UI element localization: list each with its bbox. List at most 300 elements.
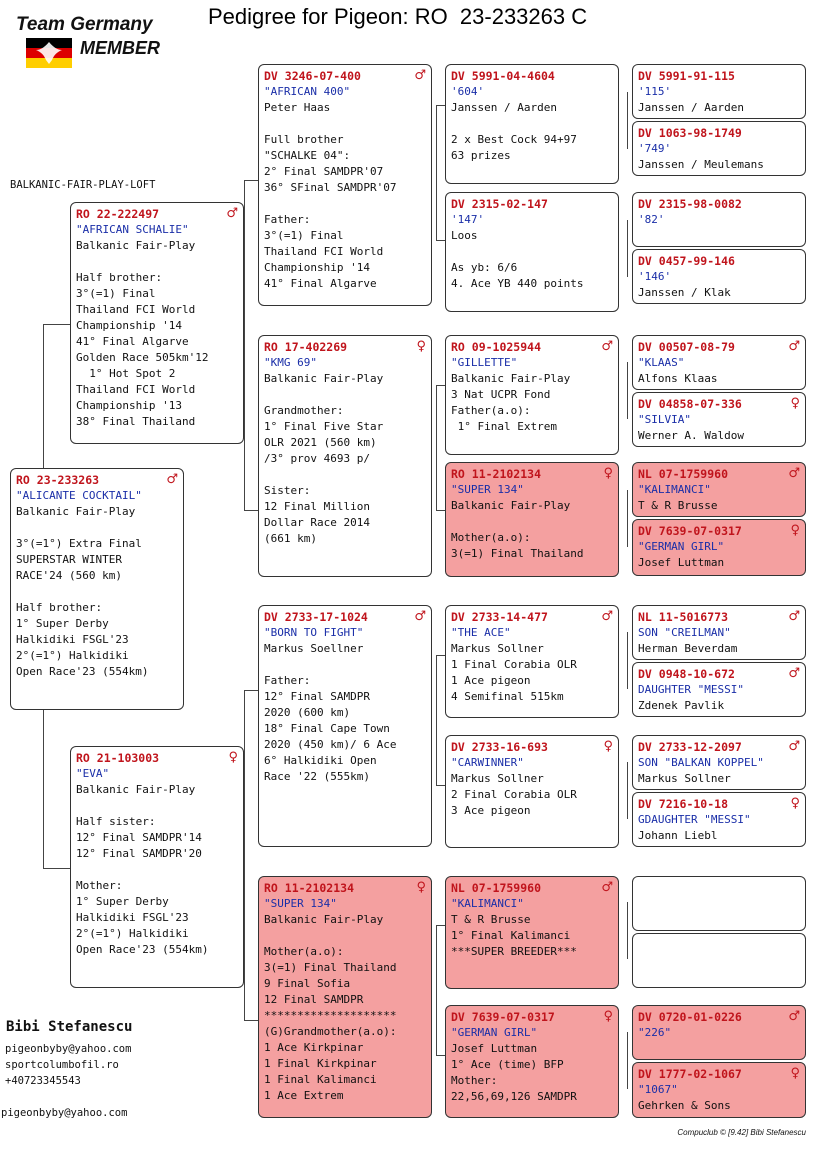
pigeon-info-line: 1° Super Derby bbox=[76, 895, 169, 908]
pigeon-info-line: Balkanic Fair-Play bbox=[76, 783, 196, 796]
pigeon-info-line: 3°(=1) Final bbox=[76, 287, 156, 300]
connector bbox=[244, 1020, 258, 1021]
pigeon-info-line: Open Race'23 (554km) bbox=[16, 665, 149, 678]
pigeon-name: "SILVIA" bbox=[638, 413, 691, 426]
pigeon-info-line: Janssen / Klak bbox=[638, 286, 731, 299]
pigeon-card-mfm[interactable] bbox=[445, 735, 619, 848]
pigeon-info-line bbox=[451, 244, 613, 260]
ring-number: DV 5991-04-4604 bbox=[451, 69, 555, 83]
pigeon-info-line bbox=[451, 116, 613, 132]
pigeon-info-line: Halkidiki FSGL'23 bbox=[16, 633, 129, 646]
loft-name: BALKANIC-FAIR-PLAY-LOFT bbox=[10, 179, 156, 191]
ring-header bbox=[451, 609, 613, 625]
pigeon-name: "GILLETTE" bbox=[451, 356, 518, 369]
pigeon-name: "BORN TO FIGHT" bbox=[264, 626, 364, 639]
female-symbol-icon: ♀ bbox=[790, 396, 800, 411]
pigeon-info-line: Janssen / Aarden bbox=[451, 101, 557, 114]
pigeon-info-line: 1° Hot Spot 2 bbox=[76, 367, 176, 380]
pigeon-name: "ALICANTE COCKTAIL" bbox=[16, 489, 142, 502]
pigeon-info-line: 4 Semifinal 515km bbox=[451, 690, 564, 703]
breeder-email-secondary[interactable]: pigeonbyby@yahoo.com bbox=[1, 1107, 128, 1119]
male-symbol-icon: ♂ bbox=[788, 739, 800, 754]
ring-header bbox=[638, 68, 800, 84]
pigeon-name: GDAUGHTER "MESSI" bbox=[638, 813, 751, 826]
pigeon-card-g13[interactable] bbox=[632, 876, 806, 931]
female-symbol-icon: ♀ bbox=[416, 880, 426, 895]
pigeon-info-line: 12° Final SAMDPR bbox=[264, 690, 370, 703]
page-title: Pedigree for Pigeon: RO 23-233263 C bbox=[208, 4, 588, 29]
pigeon-info-line: Peter Haas bbox=[264, 101, 331, 114]
pigeon-info-line: 3 Ace pigeon bbox=[451, 804, 531, 817]
pigeon-info-line: 1° Ace (time) BFP bbox=[451, 1058, 564, 1071]
connector bbox=[436, 105, 445, 106]
connector bbox=[627, 762, 628, 819]
pigeon-info-line bbox=[76, 862, 238, 878]
pigeon-info-line: Dollar Race 2014 bbox=[264, 516, 370, 529]
pigeon-info-line bbox=[451, 514, 613, 530]
pigeon-card-g11[interactable] bbox=[632, 735, 806, 790]
male-symbol-icon: ♂ bbox=[601, 339, 613, 354]
pigeon-info-line: 1° Super Derby bbox=[16, 617, 109, 630]
pigeon-name: '115' bbox=[638, 85, 672, 98]
pigeon-info-line bbox=[264, 467, 426, 483]
ring-header bbox=[451, 196, 613, 212]
ring-header bbox=[638, 523, 800, 539]
pigeon-info-line: Halkidiki FSGL'23 bbox=[76, 911, 189, 924]
pigeon-info-line: /3° prov 4693 p/ bbox=[264, 452, 370, 465]
pigeon-card-g3[interactable] bbox=[632, 192, 806, 247]
connector bbox=[436, 510, 445, 511]
pigeon-name: "KALIMANCI" bbox=[638, 483, 711, 496]
connector bbox=[436, 240, 445, 241]
male-symbol-icon: ♂ bbox=[788, 466, 800, 481]
pigeon-card-mother[interactable] bbox=[70, 746, 244, 988]
ring-header bbox=[638, 666, 800, 682]
ring-number: DV 00507-08-79 bbox=[638, 340, 735, 354]
pigeon-info-line: Championship '14 bbox=[76, 319, 182, 332]
pigeon-name: "1067" bbox=[638, 1083, 678, 1096]
pigeon-info-line: Balkanic Fair-Play bbox=[451, 499, 571, 512]
pigeon-info-line: 41° Final Algarve bbox=[76, 335, 189, 348]
ring-header bbox=[638, 1009, 800, 1025]
pigeon-name: "GERMAN GIRL" bbox=[638, 540, 725, 553]
pigeon-info-line: 3°(=1°) Extra Final bbox=[16, 537, 142, 550]
pigeon-info-line: Full brother bbox=[264, 133, 344, 146]
pigeon-info-line: Mother(a.o): bbox=[451, 531, 531, 544]
connector bbox=[436, 105, 437, 240]
pigeon-card-g5[interactable] bbox=[632, 335, 806, 390]
connector bbox=[627, 362, 628, 419]
pigeon-card-g14[interactable] bbox=[632, 933, 806, 988]
pigeon-info-line: 3(=1) Final Thailand bbox=[451, 547, 584, 560]
pigeon-info-line: T & R Brusse bbox=[638, 499, 718, 512]
pigeon-info-line bbox=[16, 584, 178, 600]
female-symbol-icon: ♀ bbox=[603, 466, 613, 481]
pigeon-info-line: 1 Final Kirkpinar bbox=[264, 1057, 377, 1070]
pigeon-info-line: Father(a.o): bbox=[451, 404, 531, 417]
connector bbox=[43, 868, 71, 869]
pigeon-name: '604' bbox=[451, 85, 485, 98]
ring-header bbox=[638, 1066, 800, 1082]
pigeon-info-line: 1 Ace Kirkpinar bbox=[264, 1041, 364, 1054]
pigeon-info-line: T & R Brusse bbox=[451, 913, 531, 926]
ring-header bbox=[451, 880, 613, 896]
pigeon-info-line: Josef Luttman bbox=[638, 556, 725, 569]
connector bbox=[244, 690, 258, 691]
ring-header bbox=[638, 339, 800, 355]
pigeon-info-line: Markus Sollner bbox=[451, 772, 544, 785]
ring-header bbox=[638, 466, 800, 482]
pigeon-card-g6[interactable] bbox=[632, 392, 806, 447]
pigeon-info-line: Half brother: bbox=[76, 271, 163, 284]
pigeon-info-line: 12 Final SAMDPR bbox=[264, 993, 364, 1006]
pigeon-card-g2[interactable] bbox=[632, 121, 806, 176]
ring-number: DV 1777-02-1067 bbox=[638, 1067, 742, 1081]
ring-header bbox=[264, 339, 426, 355]
male-symbol-icon: ♂ bbox=[414, 68, 426, 83]
pigeon-name: "AFRICAN SCHALIE" bbox=[76, 223, 189, 236]
pigeon-info-line: Half sister: bbox=[76, 815, 156, 828]
connector bbox=[436, 385, 445, 386]
pigeon-card-mff[interactable] bbox=[445, 605, 619, 718]
female-symbol-icon: ♀ bbox=[790, 796, 800, 811]
ring-number: DV 2315-02-147 bbox=[451, 197, 548, 211]
pigeon-info-line: Championship '14 bbox=[264, 261, 370, 274]
pigeon-name: "SUPER 134" bbox=[264, 897, 337, 910]
pigeon-name: DAUGHTER "MESSI" bbox=[638, 683, 744, 696]
ring-number: DV 2733-12-2097 bbox=[638, 740, 742, 754]
pigeon-info-line bbox=[264, 196, 426, 212]
pigeon-info-line: 12° Final SAMDPR'20 bbox=[76, 847, 202, 860]
pigeon-card-mm[interactable] bbox=[258, 876, 432, 1118]
male-symbol-icon: ♂ bbox=[788, 666, 800, 681]
pigeon-name: "AFRICAN 400" bbox=[264, 85, 351, 98]
pigeon-card-ff[interactable] bbox=[258, 64, 432, 306]
pigeon-info-line: Father: bbox=[264, 674, 311, 687]
ring-header bbox=[638, 796, 800, 812]
pigeon-card-mf[interactable] bbox=[258, 605, 432, 847]
ring-number: DV 0457-99-146 bbox=[638, 254, 735, 268]
pigeon-info-line: 22,56,69,126 SAMDPR bbox=[451, 1090, 577, 1103]
breeder-website[interactable]: sportcolumbofil.ro bbox=[5, 1059, 119, 1071]
pigeon-info-line: Markus Sollner bbox=[638, 772, 731, 785]
ring-number: RO 21-103003 bbox=[76, 751, 160, 765]
pigeon-info-line: Markus Sollner bbox=[451, 642, 544, 655]
ring-number: DV 7639-07-0317 bbox=[451, 1010, 555, 1024]
pigeon-info-line: As yb: 6/6 bbox=[451, 261, 518, 274]
pigeon-info-line: 1 Final Corabia OLR bbox=[451, 658, 577, 671]
pigeon-info-line: 12 Final Million bbox=[264, 500, 370, 513]
breeder-phone: +40723345543 bbox=[5, 1075, 81, 1087]
ring-number: DV 2733-17-1024 bbox=[264, 610, 368, 624]
breeder-name: Bibi Stefanescu bbox=[6, 1019, 133, 1035]
pigeon-card-fm[interactable] bbox=[258, 335, 432, 577]
ring-header bbox=[16, 472, 178, 488]
pigeon-card-father[interactable] bbox=[70, 202, 244, 444]
ring-number: RO 23-233263 bbox=[16, 473, 100, 487]
ring-header bbox=[76, 206, 238, 222]
pigeon-info-line: 18° Final Cape Town bbox=[264, 722, 390, 735]
connector bbox=[627, 220, 628, 277]
ring-header bbox=[264, 609, 426, 625]
pigeon-card-fff[interactable] bbox=[445, 64, 619, 184]
pigeon-name: SON "CREILMAN" bbox=[638, 626, 731, 639]
ring-header bbox=[451, 1009, 613, 1025]
pigeon-info-line: Alfons Klaas bbox=[638, 372, 718, 385]
pigeon-info-line: 3°(=1) Final bbox=[264, 229, 344, 242]
pigeon-name: '82' bbox=[638, 213, 665, 226]
pigeon-info-line: 1 Ace Extrem bbox=[264, 1089, 344, 1102]
germany-flag-icon bbox=[26, 38, 72, 68]
ring-number: DV 0948-10-672 bbox=[638, 667, 735, 681]
pigeon-info-line: Balkanic Fair-Play bbox=[16, 505, 136, 518]
pigeon-info-line: Thailand FCI World bbox=[76, 383, 196, 396]
pigeon-info-line: 3 Nat UCPR Fond bbox=[451, 388, 551, 401]
ring-header bbox=[638, 396, 800, 412]
pigeon-card-mmf[interactable] bbox=[445, 876, 619, 989]
pigeon-info-line: 36° SFinal SAMDPR'07 bbox=[264, 181, 397, 194]
ring-number: RO 11-2102134 bbox=[451, 467, 542, 481]
pigeon-info-line bbox=[16, 520, 178, 536]
connector bbox=[627, 632, 628, 689]
male-symbol-icon: ♂ bbox=[788, 339, 800, 354]
pigeon-card-fmf[interactable] bbox=[445, 335, 619, 455]
pigeon-card-g4[interactable] bbox=[632, 249, 806, 304]
pigeon-info-line: Thailand FCI World bbox=[76, 303, 196, 316]
ring-number: RO 17-402269 bbox=[264, 340, 348, 354]
ring-header bbox=[264, 880, 426, 896]
pigeon-info-line: Janssen / Meulemans bbox=[638, 158, 764, 171]
connector bbox=[43, 324, 71, 325]
pigeon-info-line: 9 Final Sofia bbox=[264, 977, 351, 990]
pigeon-info-line: Zdenek Pavlik bbox=[638, 699, 725, 712]
pigeon-name: '146' bbox=[638, 270, 672, 283]
pigeon-info-line: "SCHALKE 04": bbox=[264, 149, 351, 162]
team-germany-logo bbox=[14, 14, 174, 72]
pigeon-info-line: Balkanic Fair-Play bbox=[451, 372, 571, 385]
pigeon-info-line: Balkanic Fair-Play bbox=[264, 372, 384, 385]
male-symbol-icon: ♂ bbox=[788, 1009, 800, 1024]
ring-number: DV 2733-16-693 bbox=[451, 740, 548, 754]
pigeon-info-line bbox=[264, 928, 426, 944]
ring-header bbox=[76, 750, 238, 766]
pigeon-info-line bbox=[76, 798, 238, 814]
ring-header bbox=[451, 68, 613, 84]
ring-number: DV 0720-01-0226 bbox=[638, 1010, 742, 1024]
pigeon-info-line: Loos bbox=[451, 229, 478, 242]
pigeon-name: "SUPER 134" bbox=[451, 483, 524, 496]
ring-number: RO 11-2102134 bbox=[264, 881, 355, 895]
ring-header bbox=[638, 125, 800, 141]
pigeon-info-line: Grandmother: bbox=[264, 404, 344, 417]
connector bbox=[244, 180, 245, 510]
connector bbox=[244, 180, 258, 181]
ring-number: NL 11-5016773 bbox=[638, 610, 729, 624]
female-symbol-icon: ♀ bbox=[790, 523, 800, 538]
pigeon-info-line: Josef Luttman bbox=[451, 1042, 538, 1055]
pigeon-card-g12[interactable] bbox=[632, 792, 806, 847]
pigeon-card-fmm[interactable] bbox=[445, 462, 619, 577]
pigeon-info-line: Balkanic Fair-Play bbox=[76, 239, 196, 252]
connector bbox=[436, 655, 445, 656]
footer-credit: Compuclub © [9.42] Bibi Stefanescu bbox=[677, 1128, 806, 1137]
pigeon-card-g7[interactable] bbox=[632, 462, 806, 517]
pigeon-info-line: Janssen / Aarden bbox=[638, 101, 744, 114]
connector bbox=[436, 925, 437, 1055]
pigeon-card-g10[interactable] bbox=[632, 662, 806, 717]
pigeon-info-line: 1° Final Kalimanci bbox=[451, 929, 571, 942]
connector bbox=[627, 490, 628, 547]
pigeon-name: "226" bbox=[638, 1026, 672, 1039]
pigeon-info-line: Herman Beverdam bbox=[638, 642, 738, 655]
ring-number: RO 22-222497 bbox=[76, 207, 160, 221]
pigeon-name: "KLAAS" bbox=[638, 356, 685, 369]
pigeon-card-g9[interactable] bbox=[632, 605, 806, 660]
pigeon-info-line bbox=[76, 254, 238, 270]
pigeon-info-line: 2°(=1°) Halkidiki bbox=[76, 927, 189, 940]
pigeon-info-line: 1° Final Five Star bbox=[264, 420, 384, 433]
connector bbox=[436, 785, 445, 786]
male-symbol-icon: ♂ bbox=[226, 206, 238, 221]
pigeon-card-g1[interactable] bbox=[632, 64, 806, 119]
ring-number: RO 09-1025944 bbox=[451, 340, 542, 354]
pigeon-info-line: 3(=1) Final Thailand bbox=[264, 961, 397, 974]
pigeon-info-line: Race '22 (555km) bbox=[264, 770, 370, 783]
male-symbol-icon: ♂ bbox=[601, 609, 613, 624]
pigeon-info-line: Half brother: bbox=[16, 601, 103, 614]
pigeon-info-line: 38° Final Thailand bbox=[76, 415, 196, 428]
ring-number: NL 07-1759960 bbox=[638, 467, 729, 481]
female-symbol-icon: ♀ bbox=[228, 750, 238, 765]
pigeon-info-line: 12° Final SAMDPR'14 bbox=[76, 831, 202, 844]
pigeon-info-line: Werner A. Waldow bbox=[638, 429, 744, 442]
pigeon-name: '749' bbox=[638, 142, 672, 155]
ring-number: DV 7639-07-0317 bbox=[638, 524, 742, 538]
pigeon-info-line: 2 x Best Cock 94+97 bbox=[451, 133, 577, 146]
pigeon-info-line: SUPERSTAR WINTER bbox=[16, 553, 122, 566]
male-symbol-icon: ♂ bbox=[788, 609, 800, 624]
pigeon-info-line: Championship '13 bbox=[76, 399, 182, 412]
connector bbox=[43, 324, 44, 469]
pigeon-info-line: Open Race'23 (554km) bbox=[76, 943, 209, 956]
logo-line1: Team Germany bbox=[16, 14, 153, 35]
connector bbox=[627, 92, 628, 149]
pigeon-name: "GERMAN GIRL" bbox=[451, 1026, 538, 1039]
pigeon-info-line bbox=[264, 657, 426, 673]
pigeon-info-line: Mother(a.o): bbox=[264, 945, 344, 958]
pigeon-info-line: ***SUPER BREEDER*** bbox=[451, 945, 577, 958]
ring-number: DV 2733-14-477 bbox=[451, 610, 548, 624]
pigeon-name: "THE ACE" bbox=[451, 626, 511, 639]
pigeon-info-line: 1 Final Kalimanci bbox=[264, 1073, 377, 1086]
ring-header bbox=[638, 739, 800, 755]
pigeon-info-line: OLR 2021 (560 km) bbox=[264, 436, 377, 449]
pigeon-info-line: Thailand FCI World bbox=[264, 245, 384, 258]
pigeon-info-line: 6° Halkidiki Open bbox=[264, 754, 377, 767]
pigeon-info-line bbox=[264, 116, 426, 132]
ring-number: DV 3246-07-400 bbox=[264, 69, 361, 83]
ring-header bbox=[451, 339, 613, 355]
pigeon-card-mmm[interactable] bbox=[445, 1005, 619, 1118]
pigeon-info-line: 41° Final Algarve bbox=[264, 277, 377, 290]
pigeon-info-line: 1 Ace pigeon bbox=[451, 674, 531, 687]
logo-line2: MEMBER bbox=[80, 38, 160, 58]
pigeon-name: "KMG 69" bbox=[264, 356, 317, 369]
pigeon-info-line: Father: bbox=[264, 213, 311, 226]
female-symbol-icon: ♀ bbox=[603, 739, 613, 754]
connector bbox=[436, 925, 445, 926]
ring-number: DV 1063-98-1749 bbox=[638, 126, 742, 140]
female-symbol-icon: ♀ bbox=[416, 339, 426, 354]
ring-number: NL 07-1759960 bbox=[451, 881, 542, 895]
pigeon-info-line: 2020 (600 km) bbox=[264, 706, 351, 719]
ring-number: DV 04858-07-336 bbox=[638, 397, 742, 411]
pigeon-info-line: 2020 (450 km)/ 6 Ace bbox=[264, 738, 397, 751]
pigeon-info-line: (661 km) bbox=[264, 532, 317, 545]
pigeon-info-line: 2 Final Corabia OLR bbox=[451, 788, 577, 801]
ring-number: DV 5991-91-115 bbox=[638, 69, 735, 83]
ring-header bbox=[638, 196, 800, 212]
pigeon-info-line: 63 prizes bbox=[451, 149, 511, 162]
pigeon-name: SON "BALKAN KOPPEL" bbox=[638, 756, 764, 769]
connector bbox=[244, 690, 245, 1020]
male-symbol-icon: ♂ bbox=[414, 609, 426, 624]
pigeon-card-g15[interactable] bbox=[632, 1005, 806, 1060]
connector bbox=[627, 1032, 628, 1089]
pigeon-info-line: Johann Liebl bbox=[638, 829, 718, 842]
connector bbox=[43, 708, 44, 868]
ring-header bbox=[638, 609, 800, 625]
pigeon-info-line: Mother: bbox=[451, 1074, 498, 1087]
pigeon-info-line: 1° Final Extrem bbox=[451, 420, 557, 433]
female-symbol-icon: ♀ bbox=[790, 1066, 800, 1081]
pigeon-info-line: Balkanic Fair-Play bbox=[264, 913, 384, 926]
pigeon-name: '147' bbox=[451, 213, 485, 226]
pigeon-info-line: Mother: bbox=[76, 879, 123, 892]
pigeon-card-ffm[interactable] bbox=[445, 192, 619, 312]
female-symbol-icon: ♀ bbox=[603, 1009, 613, 1024]
pigeon-info-line: Gehrken & Sons bbox=[638, 1099, 731, 1112]
pigeon-name: "KALIMANCI" bbox=[451, 897, 524, 910]
pigeon-info-line: (G)Grandmother(a.o): bbox=[264, 1025, 397, 1038]
pigeon-info-line: Golden Race 505km'12 bbox=[76, 351, 209, 364]
ring-header bbox=[638, 253, 800, 269]
connector bbox=[436, 655, 437, 785]
pigeon-info-line: 2°(=1°) Halkidiki bbox=[16, 649, 129, 662]
ring-header bbox=[451, 739, 613, 755]
pigeon-info-line: 4. Ace YB 440 points bbox=[451, 277, 584, 290]
pigeon-info-line: 2° Final SAMDPR'07 bbox=[264, 165, 384, 178]
pigeon-card-g16[interactable] bbox=[632, 1062, 806, 1118]
connector bbox=[244, 510, 258, 511]
pigeon-info-line bbox=[264, 387, 426, 403]
pigeon-info-line: Markus Soellner bbox=[264, 642, 364, 655]
ring-number: DV 7216-10-18 bbox=[638, 797, 729, 811]
connector bbox=[627, 902, 628, 959]
connector bbox=[436, 1055, 445, 1056]
pigeon-card-subject[interactable] bbox=[10, 468, 184, 710]
male-symbol-icon: ♂ bbox=[166, 472, 178, 487]
ring-header bbox=[264, 68, 426, 84]
ring-header bbox=[451, 466, 613, 482]
connector bbox=[436, 385, 437, 510]
pigeon-card-g8[interactable] bbox=[632, 519, 806, 576]
breeder-email[interactable]: pigeonbyby@yahoo.com bbox=[5, 1043, 132, 1055]
pigeon-info-line: ******************** bbox=[264, 1009, 397, 1022]
pigeon-name: "CARWINNER" bbox=[451, 756, 524, 769]
pigeon-info-line: RACE'24 (560 km) bbox=[16, 569, 122, 582]
ring-number: DV 2315-98-0082 bbox=[638, 197, 742, 211]
